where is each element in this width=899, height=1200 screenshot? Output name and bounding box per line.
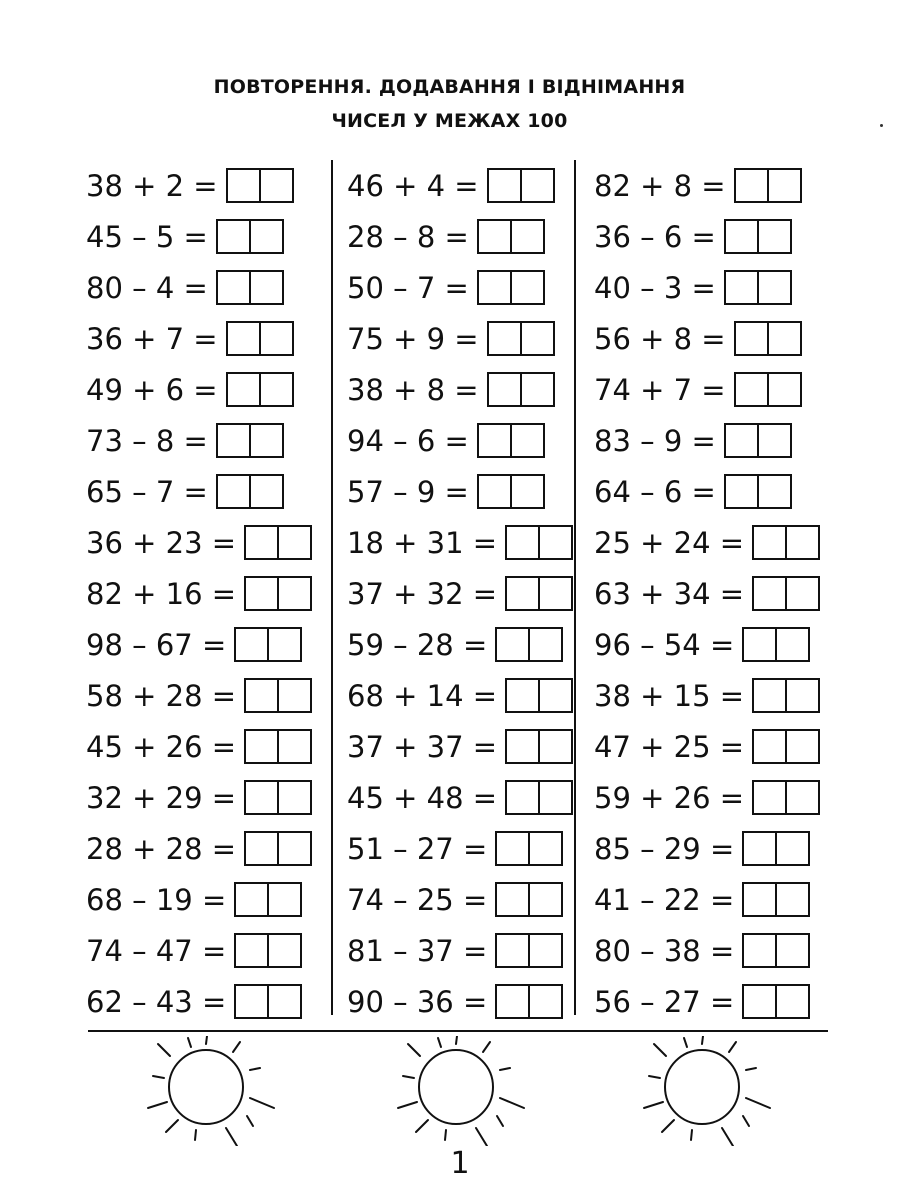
answer-digit-cell[interactable] <box>538 680 571 711</box>
exercise-row <box>347 211 573 262</box>
exercise-row <box>86 619 312 670</box>
exercise-expression: 75 + 9 = <box>347 321 479 356</box>
exercise-expression: 38 + 8 = <box>347 372 479 407</box>
answer-digit-cell[interactable] <box>767 374 800 405</box>
answer-box[interactable] <box>244 525 312 560</box>
answer-box[interactable] <box>742 831 810 866</box>
exercise-expression: 90 – 36 = <box>347 984 488 1019</box>
speck <box>880 124 883 127</box>
answer-digit-cell[interactable] <box>497 884 528 915</box>
answer-box[interactable] <box>244 780 312 815</box>
exercise-expression: 18 + 31 = <box>347 525 498 560</box>
answer-box[interactable] <box>505 678 573 713</box>
answer-digit-cell[interactable] <box>246 527 277 558</box>
exercise-row <box>594 364 820 415</box>
exercise-expression: 63 + 34 = <box>594 576 745 611</box>
answer-digit-cell[interactable] <box>249 272 282 303</box>
exercise-expression: 50 – 7 = <box>347 270 469 305</box>
answer-digit-cell[interactable] <box>489 170 520 201</box>
exercise-row <box>594 262 820 313</box>
answer-box[interactable] <box>495 984 563 1019</box>
exercise-row <box>347 772 573 823</box>
answer-digit-cell[interactable] <box>785 527 818 558</box>
exercise-row <box>594 772 820 823</box>
answer-digit-cell[interactable] <box>507 782 538 813</box>
answer-box[interactable] <box>724 219 792 254</box>
exercise-row <box>86 925 312 976</box>
answer-digit-cell[interactable] <box>538 731 571 762</box>
exercise-expression: 96 – 54 = <box>594 627 735 662</box>
answer-digit-cell[interactable] <box>528 833 561 864</box>
answer-box[interactable] <box>495 831 563 866</box>
answer-digit-cell[interactable] <box>479 221 510 252</box>
answer-digit-cell[interactable] <box>510 476 543 507</box>
footer-divider <box>88 1030 828 1032</box>
exercise-row <box>86 874 312 925</box>
answer-digit-cell[interactable] <box>277 833 310 864</box>
exercise-row <box>86 568 312 619</box>
exercise-expression: 83 – 9 = <box>594 423 716 458</box>
answer-digit-cell[interactable] <box>538 782 571 813</box>
answer-digit-cell[interactable] <box>489 374 520 405</box>
exercise-expression: 59 – 28 = <box>347 627 488 662</box>
exercise-row <box>86 262 312 313</box>
answer-box[interactable] <box>505 525 573 560</box>
exercise-row <box>594 619 820 670</box>
exercise-row <box>86 721 312 772</box>
answer-box[interactable] <box>244 729 312 764</box>
answer-digit-cell[interactable] <box>775 833 808 864</box>
answer-box[interactable] <box>226 321 294 356</box>
answer-digit-cell[interactable] <box>785 578 818 609</box>
answer-digit-cell[interactable] <box>479 425 510 456</box>
answer-digit-cell[interactable] <box>754 731 785 762</box>
exercise-column-3 <box>594 160 820 1027</box>
exercise-expression: 36 + 7 = <box>86 321 218 356</box>
exercise-expression: 38 + 15 = <box>594 678 745 713</box>
exercise-row <box>86 670 312 721</box>
answer-digit-cell[interactable] <box>736 374 767 405</box>
answer-digit-cell[interactable] <box>259 323 292 354</box>
answer-box[interactable] <box>495 627 563 662</box>
answer-digit-cell[interactable] <box>507 578 538 609</box>
answer-digit-cell[interactable] <box>785 782 818 813</box>
exercise-expression: 82 + 8 = <box>594 168 726 203</box>
exercise-expression: 37 + 37 = <box>347 729 498 764</box>
answer-box[interactable] <box>226 168 294 203</box>
answer-digit-cell[interactable] <box>736 170 767 201</box>
answer-digit-cell[interactable] <box>775 935 808 966</box>
answer-box[interactable] <box>495 882 563 917</box>
exercise-row <box>86 364 312 415</box>
answer-digit-cell[interactable] <box>507 680 538 711</box>
exercise-row <box>347 415 573 466</box>
answer-digit-cell[interactable] <box>218 221 249 252</box>
exercise-row <box>86 466 312 517</box>
exercise-row <box>347 160 573 211</box>
answer-digit-cell[interactable] <box>726 425 757 456</box>
answer-digit-cell[interactable] <box>267 935 300 966</box>
exercise-expression: 59 + 26 = <box>594 780 745 815</box>
answer-box[interactable] <box>244 576 312 611</box>
exercise-row <box>594 517 820 568</box>
answer-digit-cell[interactable] <box>736 323 767 354</box>
answer-digit-cell[interactable] <box>246 782 277 813</box>
sun-icon <box>636 1036 776 1146</box>
exercise-expression: 25 + 24 = <box>594 525 745 560</box>
answer-digit-cell[interactable] <box>479 272 510 303</box>
answer-box[interactable] <box>505 729 573 764</box>
exercise-expression: 94 – 6 = <box>347 423 469 458</box>
answer-digit-cell[interactable] <box>520 323 553 354</box>
answer-digit-cell[interactable] <box>497 833 528 864</box>
answer-digit-cell[interactable] <box>754 578 785 609</box>
answer-box[interactable] <box>477 270 545 305</box>
exercise-expression: 46 + 4 = <box>347 168 479 203</box>
answer-box[interactable] <box>487 168 555 203</box>
answer-digit-cell[interactable] <box>228 374 259 405</box>
answer-box[interactable] <box>505 576 573 611</box>
answer-digit-cell[interactable] <box>267 884 300 915</box>
answer-digit-cell[interactable] <box>246 731 277 762</box>
answer-digit-cell[interactable] <box>757 221 790 252</box>
answer-digit-cell[interactable] <box>267 629 300 660</box>
answer-digit-cell[interactable] <box>510 425 543 456</box>
answer-digit-cell[interactable] <box>528 986 561 1017</box>
column-divider-2 <box>574 160 576 1015</box>
exercise-expression: 74 – 47 = <box>86 933 227 968</box>
answer-digit-cell[interactable] <box>767 170 800 201</box>
exercise-expression: 68 – 19 = <box>86 882 227 917</box>
answer-digit-cell[interactable] <box>754 680 785 711</box>
exercise-row <box>594 211 820 262</box>
exercise-column-1 <box>86 160 312 1027</box>
answer-digit-cell[interactable] <box>757 476 790 507</box>
exercise-row <box>86 160 312 211</box>
exercise-expression: 36 + 23 = <box>86 525 237 560</box>
answer-digit-cell[interactable] <box>228 323 259 354</box>
exercise-row <box>347 823 573 874</box>
exercise-expression: 98 – 67 = <box>86 627 227 662</box>
answer-box[interactable] <box>742 882 810 917</box>
answer-digit-cell[interactable] <box>757 272 790 303</box>
answer-digit-cell[interactable] <box>538 578 571 609</box>
exercise-expression: 82 + 16 = <box>86 576 237 611</box>
answer-digit-cell[interactable] <box>228 170 259 201</box>
answer-box[interactable] <box>742 984 810 1019</box>
answer-digit-cell[interactable] <box>785 680 818 711</box>
exercise-expression: 32 + 29 = <box>86 780 237 815</box>
answer-box[interactable] <box>234 882 302 917</box>
exercise-expression: 62 – 43 = <box>86 984 227 1019</box>
answer-digit-cell[interactable] <box>277 782 310 813</box>
exercise-expression: 45 – 5 = <box>86 219 208 254</box>
answer-digit-cell[interactable] <box>497 629 528 660</box>
exercise-row <box>347 313 573 364</box>
answer-digit-cell[interactable] <box>277 680 310 711</box>
answer-digit-cell[interactable] <box>507 731 538 762</box>
exercise-expression: 80 – 4 = <box>86 270 208 305</box>
answer-digit-cell[interactable] <box>277 731 310 762</box>
answer-box[interactable] <box>724 270 792 305</box>
answer-box[interactable] <box>477 423 545 458</box>
exercise-expression: 81 – 37 = <box>347 933 488 968</box>
exercise-row <box>347 976 573 1027</box>
exercise-expression: 65 – 7 = <box>86 474 208 509</box>
sun-icon <box>140 1036 280 1146</box>
exercise-row <box>347 262 573 313</box>
exercise-expression: 73 – 8 = <box>86 423 208 458</box>
exercise-expression: 47 + 25 = <box>594 729 745 764</box>
answer-box[interactable] <box>752 780 820 815</box>
answer-box[interactable] <box>226 372 294 407</box>
exercise-row <box>347 874 573 925</box>
exercise-expression: 56 + 8 = <box>594 321 726 356</box>
exercise-expression: 57 – 9 = <box>347 474 469 509</box>
answer-box[interactable] <box>216 474 284 509</box>
answer-digit-cell[interactable] <box>754 527 785 558</box>
answer-digit-cell[interactable] <box>744 833 775 864</box>
exercise-expression: 36 – 6 = <box>594 219 716 254</box>
exercise-expression: 28 – 8 = <box>347 219 469 254</box>
answer-digit-cell[interactable] <box>726 272 757 303</box>
exercise-expression: 85 – 29 = <box>594 831 735 866</box>
exercise-row <box>347 619 573 670</box>
answer-digit-cell[interactable] <box>259 374 292 405</box>
answer-digit-cell[interactable] <box>267 986 300 1017</box>
answer-box[interactable] <box>487 372 555 407</box>
exercise-expression: 40 – 3 = <box>594 270 716 305</box>
answer-box[interactable] <box>477 474 545 509</box>
page-title-line-1: ПОВТОРЕННЯ. ДОДАВАННЯ І ВІДНІМАННЯ <box>213 76 686 98</box>
answer-digit-cell[interactable] <box>520 374 553 405</box>
answer-box[interactable] <box>742 627 810 662</box>
answer-box[interactable] <box>244 831 312 866</box>
answer-digit-cell[interactable] <box>249 476 282 507</box>
answer-digit-cell[interactable] <box>528 884 561 915</box>
answer-digit-cell[interactable] <box>767 323 800 354</box>
exercise-row <box>594 721 820 772</box>
exercise-row <box>594 874 820 925</box>
answer-digit-cell[interactable] <box>507 527 538 558</box>
answer-box[interactable] <box>234 984 302 1019</box>
answer-digit-cell[interactable] <box>236 935 267 966</box>
exercise-row <box>594 823 820 874</box>
answer-digit-cell[interactable] <box>744 986 775 1017</box>
exercise-row <box>86 313 312 364</box>
answer-box[interactable] <box>724 474 792 509</box>
exercise-row <box>347 670 573 721</box>
answer-box[interactable] <box>724 423 792 458</box>
exercise-row <box>594 670 820 721</box>
exercise-expression: 56 – 27 = <box>594 984 735 1019</box>
answer-digit-cell[interactable] <box>249 425 282 456</box>
answer-digit-cell[interactable] <box>497 935 528 966</box>
exercise-row <box>594 976 820 1027</box>
exercise-expression: 37 + 32 = <box>347 576 498 611</box>
answer-box[interactable] <box>752 525 820 560</box>
answer-box[interactable] <box>487 321 555 356</box>
exercise-row <box>594 160 820 211</box>
exercise-expression: 68 + 14 = <box>347 678 498 713</box>
answer-box[interactable] <box>505 780 573 815</box>
exercise-row <box>347 517 573 568</box>
answer-digit-cell[interactable] <box>218 272 249 303</box>
exercise-row <box>86 415 312 466</box>
exercise-expression: 38 + 2 = <box>86 168 218 203</box>
answer-box[interactable] <box>234 933 302 968</box>
exercise-row <box>594 466 820 517</box>
exercise-expression: 80 – 38 = <box>594 933 735 968</box>
exercise-row <box>86 772 312 823</box>
page-number: 1 <box>450 1146 470 1181</box>
answer-digit-cell[interactable] <box>528 629 561 660</box>
answer-box[interactable] <box>742 933 810 968</box>
exercise-row <box>86 976 312 1027</box>
answer-box[interactable] <box>216 219 284 254</box>
answer-box[interactable] <box>477 219 545 254</box>
exercise-expression: 45 + 26 = <box>86 729 237 764</box>
answer-digit-cell[interactable] <box>236 986 267 1017</box>
exercise-expression: 51 – 27 = <box>347 831 488 866</box>
answer-digit-cell[interactable] <box>520 170 553 201</box>
answer-box[interactable] <box>752 576 820 611</box>
answer-digit-cell[interactable] <box>246 680 277 711</box>
answer-digit-cell[interactable] <box>259 170 292 201</box>
answer-digit-cell[interactable] <box>246 833 277 864</box>
answer-digit-cell[interactable] <box>497 986 528 1017</box>
exercise-row <box>86 823 312 874</box>
exercise-expression: 74 + 7 = <box>594 372 726 407</box>
answer-digit-cell[interactable] <box>785 731 818 762</box>
answer-digit-cell[interactable] <box>528 935 561 966</box>
answer-box[interactable] <box>234 627 302 662</box>
exercise-expression: 45 + 48 = <box>347 780 498 815</box>
exercise-row <box>594 925 820 976</box>
answer-digit-cell[interactable] <box>744 935 775 966</box>
exercise-row <box>347 568 573 619</box>
answer-digit-cell[interactable] <box>277 578 310 609</box>
exercise-row <box>594 568 820 619</box>
answer-digit-cell[interactable] <box>510 272 543 303</box>
answer-box[interactable] <box>752 729 820 764</box>
exercise-row <box>86 211 312 262</box>
answer-digit-cell[interactable] <box>236 884 267 915</box>
answer-box[interactable] <box>734 168 802 203</box>
sun-icon <box>390 1036 530 1146</box>
answer-box[interactable] <box>734 372 802 407</box>
answer-box[interactable] <box>216 270 284 305</box>
answer-digit-cell[interactable] <box>757 425 790 456</box>
answer-box[interactable] <box>244 678 312 713</box>
answer-digit-cell[interactable] <box>218 425 249 456</box>
column-divider-1 <box>331 160 333 1015</box>
exercise-expression: 49 + 6 = <box>86 372 218 407</box>
answer-digit-cell[interactable] <box>479 476 510 507</box>
answer-digit-cell[interactable] <box>277 527 310 558</box>
answer-digit-cell[interactable] <box>744 629 775 660</box>
answer-box[interactable] <box>734 321 802 356</box>
answer-box[interactable] <box>495 933 563 968</box>
answer-digit-cell[interactable] <box>246 578 277 609</box>
answer-digit-cell[interactable] <box>775 629 808 660</box>
answer-digit-cell[interactable] <box>236 629 267 660</box>
exercise-row <box>86 517 312 568</box>
exercise-expression: 41 – 22 = <box>594 882 735 917</box>
answer-digit-cell[interactable] <box>726 221 757 252</box>
exercise-column-2 <box>347 160 573 1027</box>
exercise-expression: 28 + 28 = <box>86 831 237 866</box>
answer-digit-cell[interactable] <box>775 986 808 1017</box>
answer-digit-cell[interactable] <box>538 527 571 558</box>
answer-digit-cell[interactable] <box>489 323 520 354</box>
page-title-line-2: ЧИСЕЛ У МЕЖАХ 100 <box>331 110 568 132</box>
exercise-row <box>347 466 573 517</box>
exercise-expression: 58 + 28 = <box>86 678 237 713</box>
exercise-row <box>347 721 573 772</box>
exercise-row <box>347 925 573 976</box>
answer-digit-cell[interactable] <box>249 221 282 252</box>
answer-digit-cell[interactable] <box>754 782 785 813</box>
answer-digit-cell[interactable] <box>218 476 249 507</box>
exercise-row <box>347 364 573 415</box>
answer-digit-cell[interactable] <box>510 221 543 252</box>
answer-digit-cell[interactable] <box>726 476 757 507</box>
exercise-row <box>594 313 820 364</box>
answer-box[interactable] <box>216 423 284 458</box>
exercise-expression: 64 – 6 = <box>594 474 716 509</box>
answer-digit-cell[interactable] <box>775 884 808 915</box>
answer-digit-cell[interactable] <box>744 884 775 915</box>
exercise-expression: 74 – 25 = <box>347 882 488 917</box>
exercise-row <box>594 415 820 466</box>
answer-box[interactable] <box>752 678 820 713</box>
